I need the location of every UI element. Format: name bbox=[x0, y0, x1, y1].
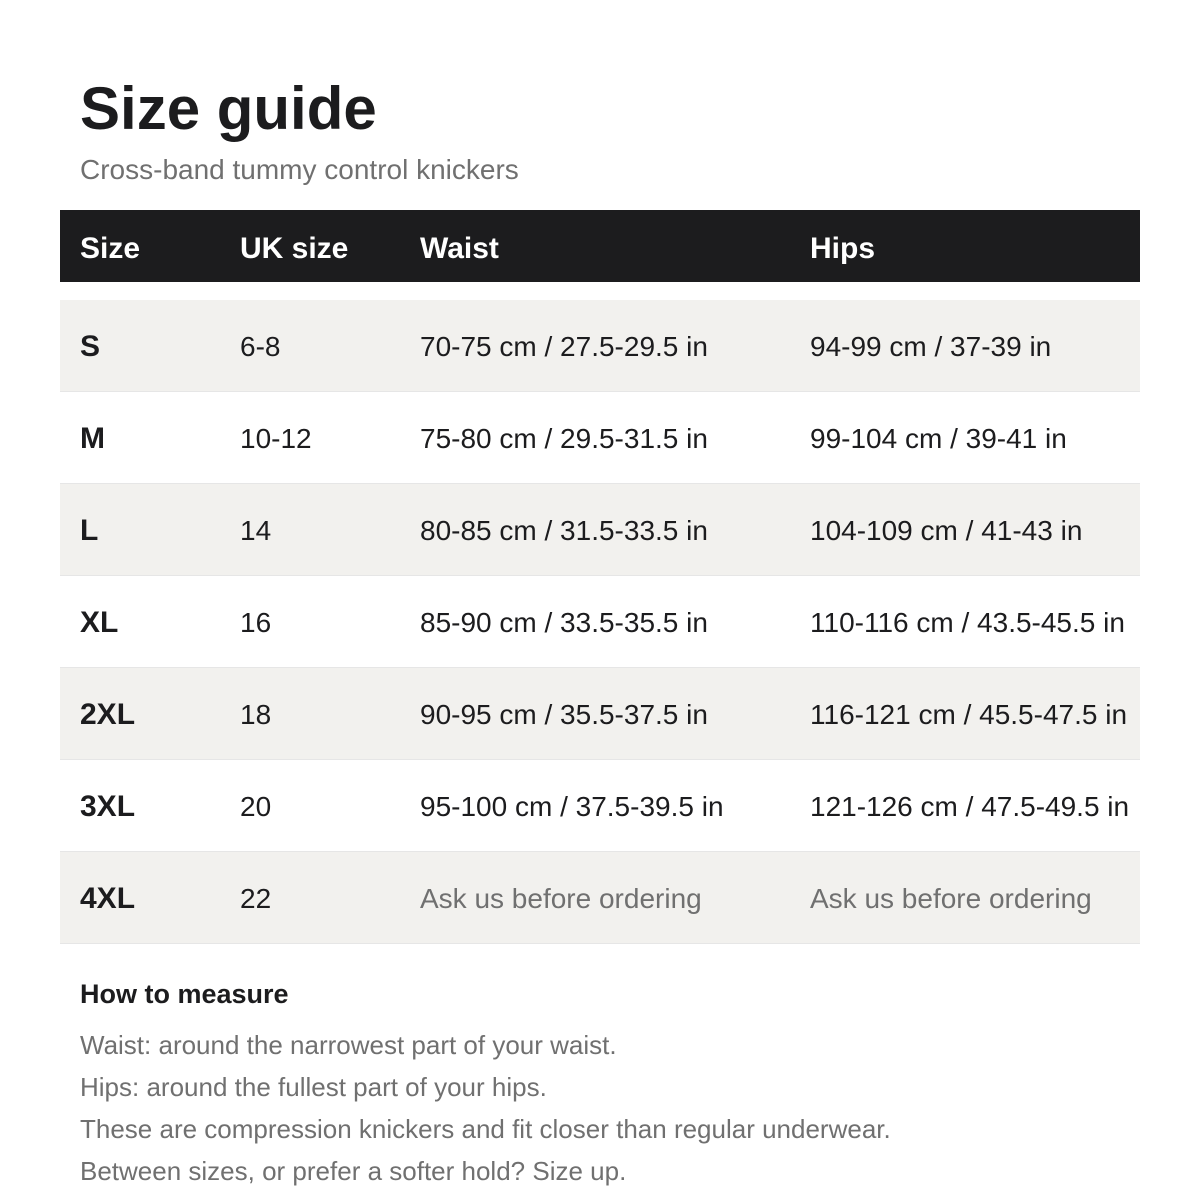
hips-cell: 104-109 cm / 41-43 in bbox=[810, 515, 1083, 546]
uk-size-cell: 10-12 bbox=[240, 423, 312, 454]
uk-size-cell: 16 bbox=[240, 607, 272, 638]
table-row bbox=[60, 852, 1140, 944]
column-header-uk-size: UK size bbox=[240, 232, 349, 265]
measure-note: Between sizes, or prefer a softer hold? Size up. bbox=[80, 1156, 627, 1186]
hips-cell: 94-99 cm / 37-39 in bbox=[810, 331, 1052, 362]
table-row bbox=[60, 668, 1140, 760]
waist-cell: 80-85 cm / 31.5-33.5 in bbox=[420, 515, 708, 546]
table-row bbox=[60, 576, 1140, 668]
table-row bbox=[60, 392, 1140, 484]
measure-note: Hips: around the fullest part of your hips. bbox=[80, 1072, 547, 1102]
column-header-size: Size bbox=[80, 232, 141, 265]
table-header-spacer bbox=[60, 282, 1140, 300]
hips-cell: 110-116 cm / 43.5-45.5 in bbox=[810, 607, 1125, 638]
uk-size-cell: 18 bbox=[240, 699, 272, 730]
column-header-hips: Hips bbox=[810, 232, 876, 265]
measure-notes-list bbox=[80, 1024, 1140, 1192]
table-row bbox=[60, 760, 1140, 852]
size-cell: L bbox=[80, 514, 99, 547]
size-cell: 3XL bbox=[80, 790, 136, 823]
size-cell: S bbox=[80, 330, 101, 363]
waist-cell: 95-100 cm / 37.5-39.5 in bbox=[420, 791, 724, 822]
page-title: Size guide bbox=[80, 75, 377, 142]
size-table bbox=[60, 210, 1140, 944]
uk-size-cell: 14 bbox=[240, 515, 272, 546]
table-body bbox=[60, 300, 1140, 944]
uk-size-cell: 6-8 bbox=[240, 331, 281, 362]
uk-size-cell: 20 bbox=[240, 791, 272, 822]
hips-cell: 116-121 cm / 45.5-47.5 in bbox=[810, 699, 1128, 730]
how-to-measure-heading: How to measure bbox=[80, 979, 289, 1009]
size-cell: M bbox=[80, 422, 105, 455]
waist-cell: 70-75 cm / 27.5-29.5 in bbox=[420, 331, 708, 362]
hips-cell: 99-104 cm / 39-41 in bbox=[810, 423, 1067, 454]
waist-cell: 85-90 cm / 33.5-35.5 in bbox=[420, 607, 708, 638]
size-cell: 2XL bbox=[80, 698, 136, 731]
uk-size-cell: 22 bbox=[240, 883, 272, 914]
how-to-measure-section bbox=[80, 976, 1140, 1192]
waist-cell: 75-80 cm / 29.5-31.5 in bbox=[420, 423, 708, 454]
page-subtitle: Cross-band tummy control knickers bbox=[80, 154, 519, 185]
column-header-waist: Waist bbox=[420, 232, 499, 265]
table-row bbox=[60, 300, 1140, 392]
measure-note: Waist: around the narrowest part of your waist. bbox=[80, 1030, 617, 1060]
waist-cell: 90-95 cm / 35.5-37.5 in bbox=[420, 699, 708, 730]
measure-note: These are compression knickers and fit closer than regular underwear. bbox=[80, 1114, 891, 1144]
table-row bbox=[60, 484, 1140, 576]
size-cell: 4XL bbox=[80, 882, 136, 915]
hips-cell: Ask us before ordering bbox=[810, 883, 1092, 914]
hips-cell: 121-126 cm / 47.5-49.5 in bbox=[810, 791, 1130, 822]
waist-cell: Ask us before ordering bbox=[420, 883, 702, 914]
table-header-row bbox=[60, 210, 1140, 282]
size-cell: XL bbox=[80, 606, 119, 639]
